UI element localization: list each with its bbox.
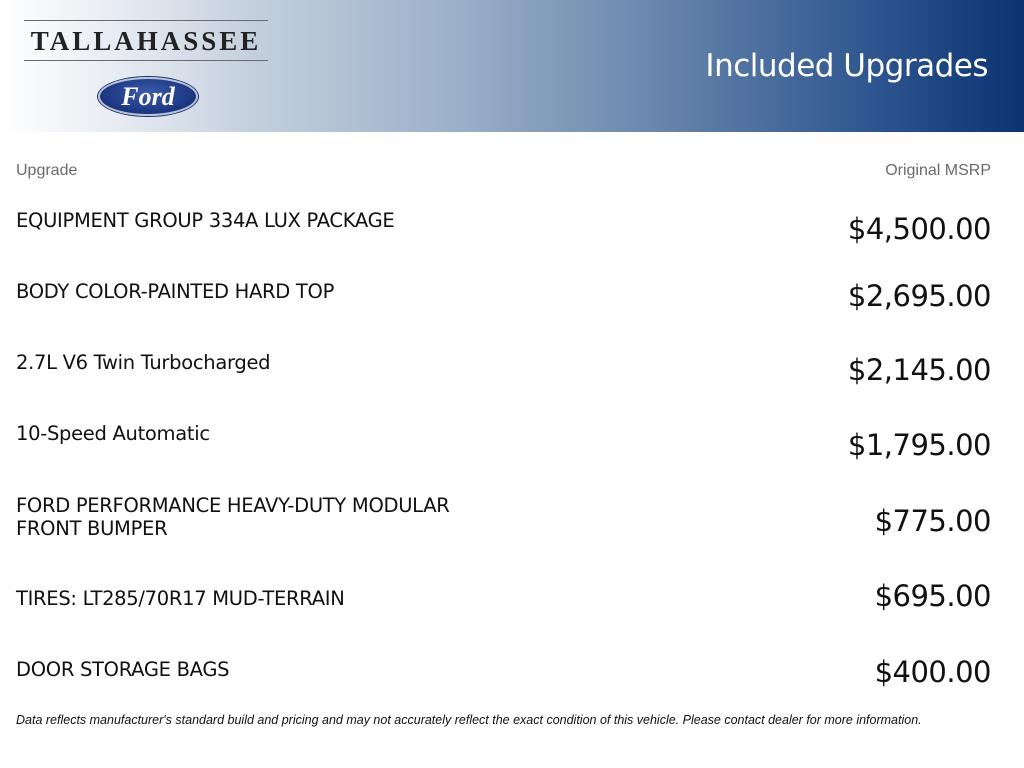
upgrade-name: EQUIPMENT GROUP 334A LUX PACKAGE <box>16 209 395 232</box>
upgrade-name: BODY COLOR-PAINTED HARD TOP <box>16 280 335 303</box>
upgrade-name: 10-Speed Automatic <box>16 422 210 445</box>
disclaimer-text: Data reflects manufacturer's standard build and pricing and may not accurately reflect the exact condition of this vehicle. Please contact dealer for more information. <box>16 713 922 727</box>
upgrade-price: $2,695.00 <box>847 279 991 313</box>
logo-divider-bottom <box>24 60 268 61</box>
upgrade-column-header: Upgrade <box>16 162 78 179</box>
dealer-name: TALLAHASSEE <box>30 26 262 56</box>
upgrade-price: $775.00 <box>874 504 991 538</box>
ford-logo-text: Ford <box>121 82 175 111</box>
page-header <box>0 0 1024 132</box>
upgrade-price: $695.00 <box>874 579 991 613</box>
upgrade-name: DOOR STORAGE BAGS <box>16 658 230 681</box>
upgrade-price: $1,795.00 <box>847 428 991 462</box>
ford-oval-logo <box>98 77 198 116</box>
upgrade-price: $4,500.00 <box>847 212 991 246</box>
page-title: Included Upgrades <box>705 48 988 84</box>
upgrade-price: $2,145.00 <box>847 353 991 387</box>
list-item <box>0 280 1024 355</box>
dealer-logo <box>24 20 268 116</box>
upgrade-name: TIRES: LT285/70R17 MUD-TERRAIN <box>16 587 345 610</box>
msrp-column-header: Original MSRP <box>885 162 991 179</box>
upgrade-name: 2.7L V6 Twin Turbocharged <box>16 351 271 374</box>
logo-divider-top <box>24 20 268 21</box>
upgrade-price: $400.00 <box>874 655 991 689</box>
list-item <box>0 494 1024 569</box>
list-item <box>0 209 1024 284</box>
list-item <box>0 422 1024 497</box>
list-item <box>0 351 1024 426</box>
upgrade-name: FORD PERFORMANCE HEAVY-DUTY MODULAR FRONT BUMPER <box>16 494 450 540</box>
list-item <box>0 579 1024 662</box>
